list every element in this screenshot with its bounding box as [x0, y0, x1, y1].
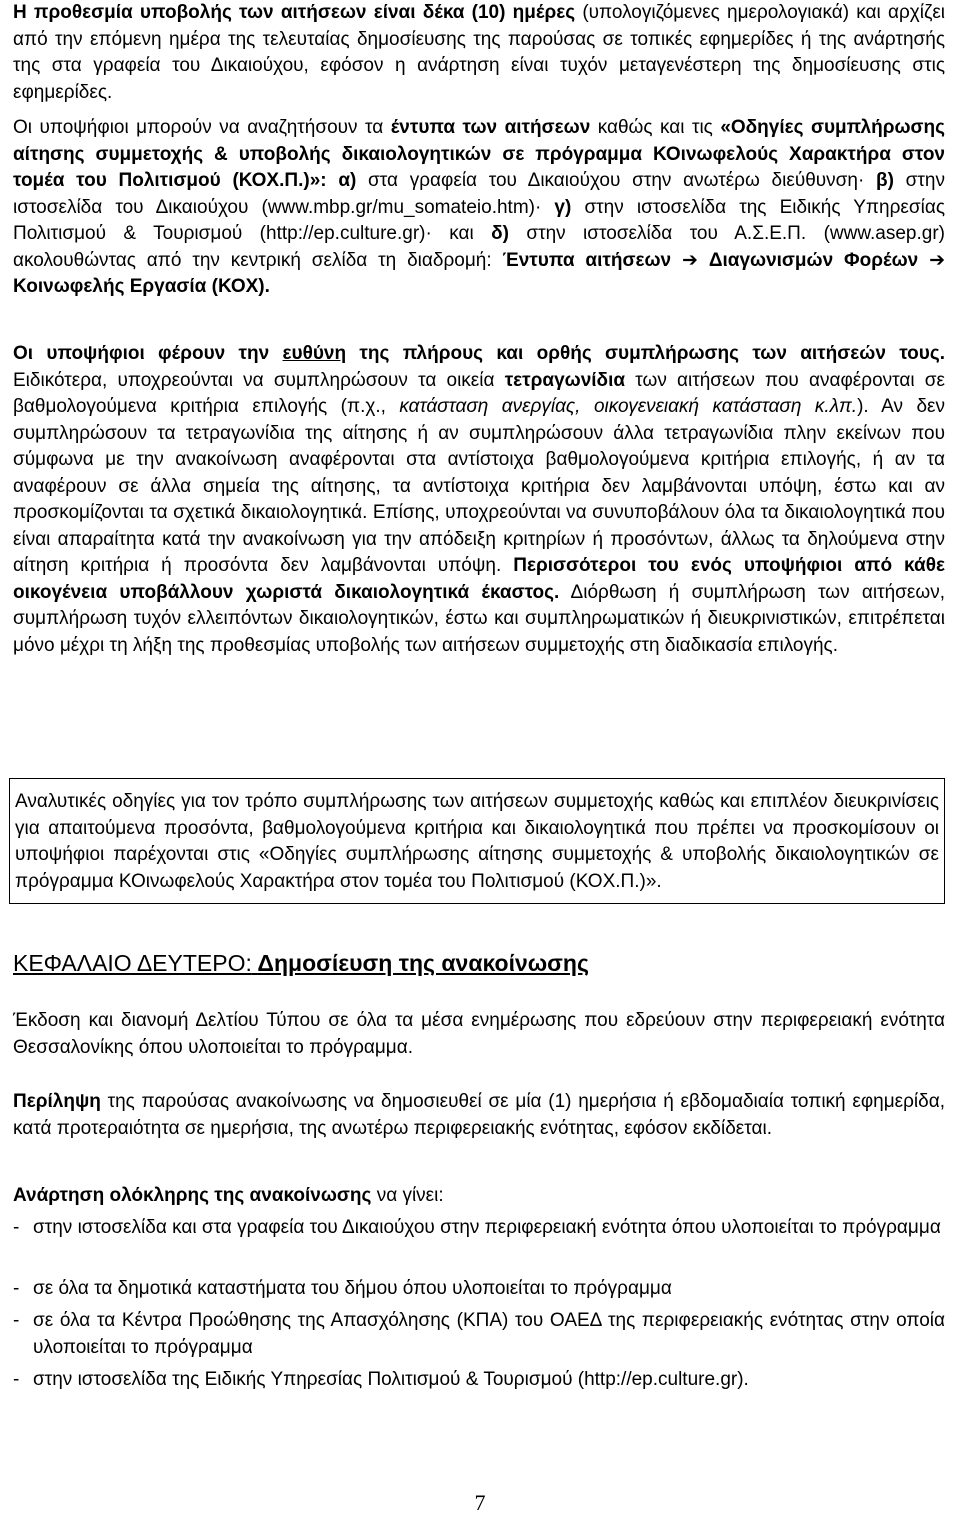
resp-text-3: ). Αν δεν συμπληρώσουν τα τετραγωνίδια της αίτησης ή αν συμπληρώσουν άλλα τετραγωνίδια πλην εκείνων που σύμφωνα με την ανακοίνωση αναφέρονται στα αντίστοιχα βαθμολογούμενα κριτήρια επιλογής, ή αν τα αναφέρουν σε άλλα σημεία της αίτησης, τα αντίστοιχα κριτήρια δεν λαμβάνονται υπόψη, έστω και αν προσκομίζονται τα σχετικά δικαιολογητικά. Επίσης, υποχρεούνται να συνυποβάλουν όλα τα δικαιολογητικά που είναι απαραίτητα κατά την ανακοίνωση για την απόδειξη κριτηρίων ή προσόντων, άλλως τα δηλούμενα στην αίτηση κριτήρια ή προσόντα δεν λαμβάνονται υπόψη.: [13, 396, 945, 576]
posting-bold: Ανάρτηση ολόκληρης της ανακοίνωσης: [13, 1185, 372, 1206]
forms-text-4: στην ιστοσελίδα του Δικαιούχου (www.mbp.gr/mu_somateio.htm)·: [13, 170, 945, 218]
list-item-text: σε όλα τα δημοτικά καταστήματα του δήμου όπου υλοποιείται το πρόγραμμα: [33, 1278, 672, 1299]
list-item: [13, 1215, 945, 1242]
instructions-text: Αναλυτικές οδηγίες για τον τρόπο συμπλήρωσης των αιτήσεων συμμετοχής καθώς και επιπλέον διευκρινίσεις για απαιτούμενα προσόντα, βαθμολογούμενα κριτήρια και δικαιολογητικά που πρέπει να προσκομίσουν οι υποψήφιοι παρέχονται στις «Οδηγίες συμπλήρωσης αίτησης συμμετοχής & υποβολής δικαιολογητικών σε πρόγραμμα ΚΟινωφελούς Χαρακτήρα στον τομέα του Πολιτισμού (ΚΟΧ.Π.)».: [15, 791, 939, 892]
resp-text-4: Διόρθωση ή συμπλήρωση των αιτήσεων, συμπλήρωση τυχόν ελλειπόντων δικαιολογητικών, έστω και συμπληρωματικών ή διευκρινιστικών, επιτρέπεται μόνο μέχρι τη λήξη της προθεσμίας υποβολής των αιτήσεων συμμετοχής στη διαδικασία επιλογής.: [13, 581, 945, 656]
summary-text: της παρούσας ανακοίνωσης να δημοσιευθεί σε μία (1) ημερήσια ή εβδομαδιαία τοπική εφημερίδα, κατά προτεραιότητα σε ημερήσια, της ανωτέρω περιφερειακής ενότητας, εφόσον εκδίδεται.: [13, 1091, 945, 1139]
forms-bold-3: β): [876, 170, 894, 191]
chapter-title: Δημοσίευση της ανακοίνωσης: [257, 950, 589, 976]
arrow-right-icon: ➔: [682, 249, 698, 271]
list-dash: -: [13, 1217, 20, 1238]
summary-bold: Περίληψη: [13, 1091, 101, 1112]
forms-text-3: στα γραφεία του Δικαιούχου στην ανωτέρω διεύθυνση·: [356, 170, 877, 191]
list-item-text: σε όλα τα Κέντρα Προώθησης της Απασχόλησης (ΚΠΑ) του ΟΑΕΔ της περιφερειακής ενότητας στην οποία υλοποιείται το πρόγραμμα: [33, 1310, 945, 1358]
list-dash: -: [13, 1278, 20, 1299]
forms-bold-4: γ): [554, 196, 572, 218]
press-release-text: Έκδοση και διανομή Δελτίου Τύπου σε όλα τα μέσα ενημέρωσης που εδρεύουν στην περιφερειακή ενότητα Θεσσαλονίκης όπου υλοποιείται το πρόγραμμα.: [13, 1010, 945, 1058]
forms-bold-7: Διαγωνισμών Φορέων: [708, 249, 919, 271]
deadline-text: (υπολογιζόμενες ημερολογιακά) και αρχίζει από την επόμενη ημέρα της τελευταίας δημοσίευσης της παρούσας σε τοπικές εφημερίδες ή της ανάρτησής της στα γραφεία του Δικαιούχου, εφόσον η ανάρτηση είναι τυχόν μεταγενέστερη της δημοσίευσης στις εφημερίδες.: [13, 2, 946, 103]
forms-bold-2: «Οδηγίες συμπλήρωσης αίτησης συμμετοχής & υποβολής δικαιολογητικών σε πρόγραμμα ΚΟινωφελούς Χαρακτήρα στον τομέα του Πολιτισμού (ΚΟΧ.Π.)»: α): [13, 117, 945, 191]
resp-bold-1: Οι υποψήφιοι φέρουν την: [13, 343, 283, 364]
instructions-box: [9, 778, 945, 904]
resp-bold-2: της πλήρους και ορθής συμπλήρωσης των αιτήσεών τους.: [346, 343, 945, 364]
deadline-bold: Η προθεσμία υποβολής των αιτήσεων είναι δέκα (10) ημέρες: [13, 2, 576, 23]
responsibility-paragraph: [13, 341, 945, 659]
forms-bold-5: δ): [491, 223, 509, 244]
forms-text-2: καθώς και τις: [590, 117, 721, 138]
resp-bold-underlined: ευθύνη: [282, 343, 347, 364]
resp-text-1: Ειδικότερα, υποχρεούνται να συμπληρώσουν τα οικεία: [13, 369, 505, 391]
list-item-text: στην ιστοσελίδα της Ειδικής Υπηρεσίας Πολιτισμού & Τουρισμού (http://ep.culture.gr).: [33, 1369, 749, 1390]
forms-bold-8: Κοινωφελής Εργασία (ΚΟΧ).: [13, 276, 270, 297]
arrow-right-icon: ➔: [929, 249, 946, 271]
posting-text: να γίνει:: [371, 1185, 444, 1206]
summary-paragraph: [13, 1089, 945, 1142]
forms-text-5: στην ιστοσελίδα της Ειδικής Υπηρεσίας Πολιτισμού & Τουρισμού (http://ep.culture.gr)· και: [13, 196, 945, 244]
deadline-paragraph: [13, 0, 945, 106]
chapter-label: ΚΕΦΑΛΑΙΟ ΔΕΥΤΕΡΟ:: [13, 950, 252, 976]
forms-bold-6: Έντυπα αιτήσεων: [502, 249, 672, 271]
forms-text-6: στην ιστοσελίδα του Α.Σ.Ε.Π. (www.asep.gr) ακολουθώντας από την κεντρική σελίδα τη διαδρομή:: [13, 223, 945, 271]
list-item-text: στην ιστοσελίδα και στα γραφεία του Δικαιούχου στην περιφερειακή ενότητα όπου υλοποιείται το πρόγραμμα: [33, 1217, 941, 1238]
resp-bold-4: Περισσότεροι του ενός υποψήφιοι από κάθε οικογένεια υποβάλλουν χωριστά δικαιολογητικά έκαστος.: [13, 555, 945, 603]
page-number: 7: [474, 1490, 486, 1515]
list-dash: -: [13, 1369, 20, 1390]
forms-text-1: Οι υποψήφιοι μπορούν να αναζητήσουν τα: [13, 117, 391, 138]
list-dash: -: [13, 1310, 20, 1331]
list-item: [13, 1308, 945, 1361]
chapter-heading: [13, 948, 589, 978]
forms-bold-1: έντυπα των αιτήσεων: [390, 117, 591, 138]
list-item: [13, 1276, 945, 1303]
posting-paragraph: [13, 1183, 945, 1210]
press-release-paragraph: [13, 1008, 945, 1061]
forms-paragraph: [13, 115, 945, 301]
resp-bold-3: τετραγωνίδια: [504, 369, 626, 391]
list-item: [13, 1367, 945, 1394]
resp-text-2: των αιτήσεων που αναφέρονται σε βαθμολογούμενα κριτήρια επιλογής (π.χ.,: [13, 369, 945, 417]
resp-italic: κατάσταση ανεργίας, οικογενειακή κατάσταση κ.λπ.: [399, 396, 858, 417]
